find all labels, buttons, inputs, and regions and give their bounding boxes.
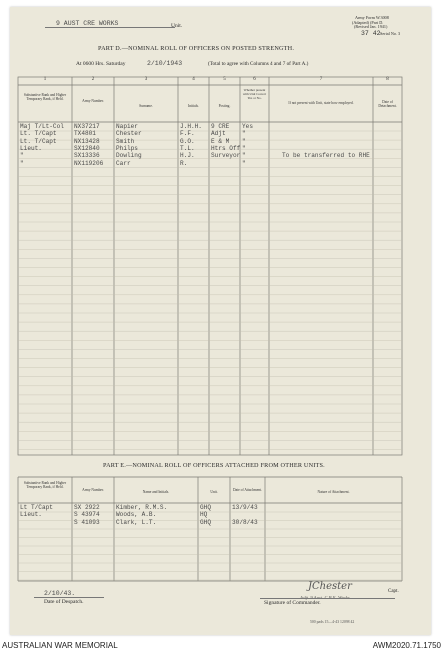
cell-army-number: S 41093: [74, 518, 100, 526]
cell-rank: Lieut.: [20, 144, 42, 152]
signature-rank: Capt.: [388, 589, 399, 594]
cell-present: ": [242, 144, 246, 152]
form-ref-3: (Revised Jan. 1941): [354, 24, 388, 29]
cell-initials: R.: [180, 159, 188, 167]
part-e-title: PART E.—NOMINAL ROLL OF OFFICERS ATTACHED FROM OTHER UNITS.: [103, 462, 325, 469]
cell-army-number: SX12840: [74, 144, 100, 152]
col-header-employed: If not present with Unit, state how employed.: [288, 101, 354, 105]
cell-rank: Lt. T/Capt: [20, 137, 57, 145]
col-header-army-number: Army Number.: [82, 99, 104, 103]
cell-rank: Lt T/Capt: [20, 504, 53, 511]
part-d-title: PART D.—NOMINAL ROLL OF OFFICERS ON POSTED STRENGTH.: [98, 45, 295, 52]
cell-initials: G.O.: [180, 137, 195, 145]
col-header-detachment: Date of Detachment.: [378, 100, 397, 109]
cell-posting: Htrs Off: [211, 144, 241, 152]
signature-for: Adjt. 9 Aust. C.R.E. Works: [300, 595, 350, 600]
cell-surname: Dowling: [116, 152, 142, 160]
cell-present: Yes: [242, 123, 253, 130]
cell-unit: GHQ: [200, 504, 211, 511]
col-num-8: 8: [386, 77, 389, 82]
caption-right: AWM2020.71.1750: [372, 641, 441, 650]
col-header-posting: Posting.: [218, 104, 231, 108]
col-num-6: 6: [253, 77, 256, 82]
part-e-row: [10, 519, 431, 527]
dispatch-date: 2/10/43.: [44, 590, 76, 597]
cell-posting: E & M: [211, 137, 230, 145]
form-ref-1: Army Form W.3008: [355, 15, 389, 20]
cell-surname: Carr: [116, 159, 131, 167]
cell-rank: Lt. T/Capt: [20, 130, 57, 138]
cell-name: Clark, L.T.: [116, 518, 157, 526]
cell-initials: F.F.: [180, 130, 195, 138]
caption-left: AUSTRALIAN WAR MEMORIAL: [2, 641, 118, 650]
cell-date: 13/9/43: [232, 504, 258, 511]
cell-present: ": [242, 152, 246, 160]
col-num-7: 7: [319, 77, 323, 82]
commander-signature: JChester: [308, 581, 352, 592]
col-num-1: 1: [43, 77, 47, 82]
cell-army-number: SX13336: [74, 152, 100, 160]
cell-present: ": [242, 130, 246, 138]
cell-army-number: NX13428: [74, 137, 100, 145]
col-num-5: 5: [223, 77, 226, 82]
col-num-4: 4: [192, 77, 195, 82]
cell-initials: J.H.H.: [180, 123, 202, 130]
form-number: 37 42: [361, 30, 381, 37]
col-header-present: Whether present with Unit Correct Yes or No.: [242, 88, 267, 100]
cell-initials: H.J.: [180, 152, 195, 160]
unit-label: Unit.: [171, 23, 183, 29]
cell-present: ": [242, 137, 246, 145]
form-ref-2: (Adapted) (Part D.: [352, 19, 384, 25]
cell-unit: HQ: [200, 511, 208, 519]
signature-underline: [260, 598, 395, 599]
cell-present: ": [242, 159, 246, 167]
cell-unit: GHQ: [200, 518, 211, 526]
col-header-rank: Substantive Rank and Higher Temporary Rank, if Held.: [23, 93, 67, 102]
cell-initials: T.L.: [180, 144, 195, 152]
cell-army-number: S 43974: [74, 511, 100, 519]
cell-date: 30/8/43: [232, 518, 258, 526]
cell-surname: Smith: [116, 137, 135, 145]
e-header-nature: Nature of Attachment.: [317, 490, 350, 494]
print-reference: 500 pads 15—4-43 12098 42: [310, 620, 355, 624]
cell-army-number: TX4801: [74, 130, 96, 138]
cell-rank: ": [20, 152, 24, 160]
col-num-2: 2: [91, 77, 95, 82]
unit-value: 9 AUST CRE WORKS: [56, 20, 119, 27]
form-serial: Serial No. 3: [380, 31, 401, 36]
col-header-surname: Surname.: [139, 104, 153, 108]
cell-army-number: NX119206: [74, 159, 104, 167]
e-header-date: Date of Attachment.: [232, 488, 263, 492]
archive-caption: [0, 639, 443, 653]
cell-name: Woods, A.B.: [116, 511, 157, 519]
at-time-note: (Total to agree with Columns 4 and 7 of Part A.): [208, 61, 309, 67]
e-header-name: Name and Initials.: [142, 490, 170, 494]
dispatch-underline: [34, 597, 104, 598]
cell-rank: ": [20, 159, 24, 167]
at-time-value: 2/10/1943: [147, 60, 183, 67]
cell-posting: Adjt: [211, 130, 226, 138]
e-header-rank: Substantive Rank and Higher Temporary Rank, if Held.: [23, 481, 67, 490]
col-header-initials: Initials.: [188, 104, 199, 108]
dispatch-label: Date of Despatch.: [44, 599, 84, 605]
form-sheet: [10, 7, 431, 635]
cell-rank: Maj T/Lt-Col: [20, 123, 64, 130]
e-header-army-number: Army Number.: [82, 488, 104, 492]
signature-label: Signature of Commander.: [264, 600, 321, 606]
col-num-3: 3: [144, 77, 148, 82]
cell-rank: Lieut.: [20, 511, 42, 519]
at-time-label: At 0600 Hrs. Saturday: [76, 61, 126, 67]
cell-posting: Surveyor: [211, 152, 241, 160]
cell-employed: To be transferred to RHE: [282, 152, 370, 160]
cell-surname: Philps: [116, 144, 138, 152]
e-header-unit: Unit.: [210, 490, 218, 494]
cell-army-number: SX 2922: [74, 504, 100, 511]
cell-surname: Napier: [116, 123, 138, 130]
cell-army-number: NX37217: [74, 123, 100, 130]
cell-posting: 9 CRE: [211, 123, 230, 130]
cell-name: Kimber, R.M.S.: [116, 504, 168, 511]
cell-surname: Chester: [116, 130, 142, 138]
part-d-row: [10, 160, 431, 168]
